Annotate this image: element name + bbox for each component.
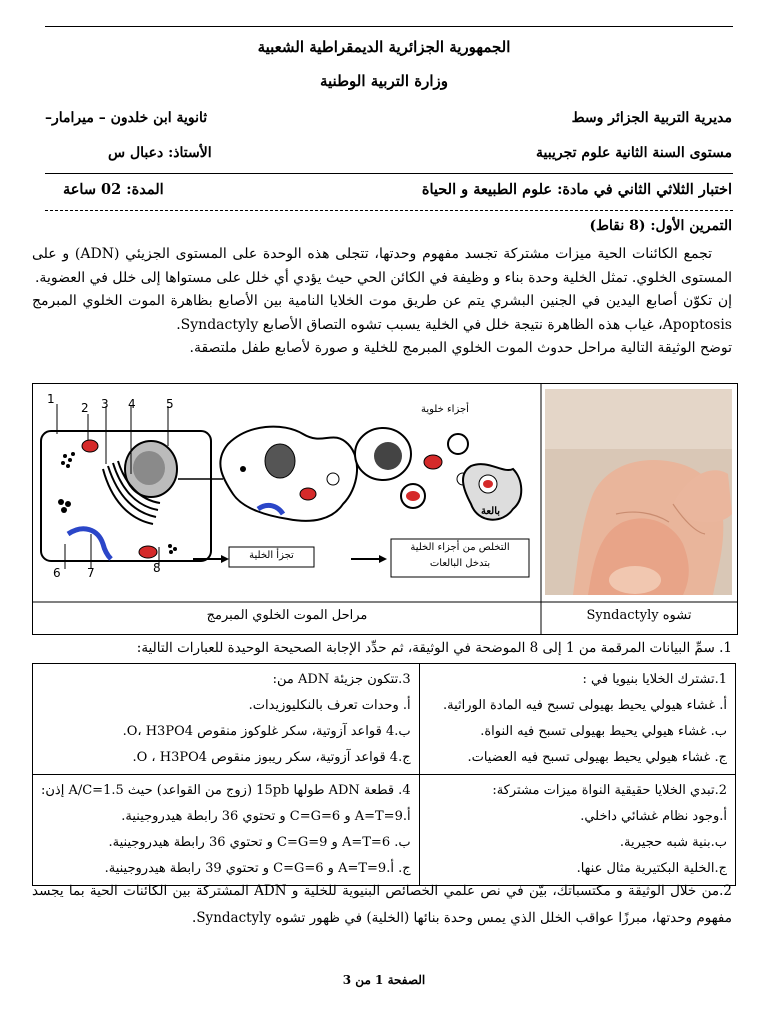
syndactyly-photo bbox=[545, 389, 732, 595]
caption-syndactyly: تشوه Syndactyly bbox=[586, 608, 692, 623]
top-rule bbox=[45, 26, 733, 27]
option-2-c: ج.الخلية البكتيرية مثال عنها. bbox=[576, 861, 727, 876]
page-footer: الصفحة 1 من 3 bbox=[342, 973, 426, 987]
figure-number-8: 8 bbox=[153, 561, 161, 575]
label-engulf-2: بتدخل البالعات bbox=[429, 558, 491, 569]
options-row bbox=[33, 664, 736, 775]
paragraph-unity: تجمع الكائنات الحية ميزات مشتركة تجسد مفهوم وحدتها، تتجلى هذه الوحدة على المستوى الجزيئي (ADN) و على المستوى الخلوي. تمثل الخلية وحدة بناء و وظيفة في الكائن الحي حيث يؤدي أي خلل على مستواها إلى خلل في العضوية. bbox=[32, 246, 732, 286]
caption-stages: مراحل الموت الخلوي المبرمج bbox=[206, 608, 368, 623]
option-group-4 bbox=[33, 775, 420, 886]
figure-number-4: 4 bbox=[128, 397, 136, 411]
level: مستوى السنة الثانية علوم تجريبية bbox=[536, 145, 732, 161]
label-phagocyte: بالعة bbox=[481, 506, 501, 517]
options-row bbox=[33, 775, 736, 886]
label-fragmentation: تجزأ الخلية bbox=[249, 550, 294, 561]
option-3-c: ج.4 قواعد آزوتية، سكر ريبوز منقوص O ، H3PO4. bbox=[132, 750, 411, 765]
ministry-title: وزارة التربية الوطنية bbox=[319, 72, 448, 90]
option-1-c: ج. غشاء هيولي يحيط بهيولى تسبح فيه العضيات. bbox=[467, 750, 727, 765]
paragraph-apoptosis: إن تكوّن أصابع اليدين في الجنين البشري يتم عن طريق موت الخلايا النامية بين الأصابع بظاهرة الموت الخلوي المبرمج Apoptosis، غياب هذه الظاهرة نتيجة خلل في الخلية يسبب تشوه التصاق الأصابع Syndactyly. bbox=[32, 293, 732, 333]
options-table bbox=[32, 663, 736, 886]
label-engulf-1: التخلص من أجزاء الخلية bbox=[410, 542, 510, 553]
label-cell-fragments: أجزاء خلوية bbox=[421, 404, 469, 415]
option-group-2 bbox=[419, 775, 735, 886]
figure-number-7: 7 bbox=[87, 566, 95, 580]
exercise-text bbox=[32, 243, 732, 361]
option-group-1 bbox=[419, 664, 735, 775]
republic-title: الجمهورية الجزائرية الديمقراطية الشعبية bbox=[257, 38, 511, 56]
figure-number-6: 6 bbox=[53, 566, 61, 580]
option-4-c: ج. أ.A=T=9 و C=G=6 و تحتوي 39 رابطة هيدروجينية. bbox=[104, 861, 411, 876]
question-2: 2.من خلال الوثيقة و مكتسباتك، بيّن في نص علمي الخصائص البنيوية للخلية و ADN المشتركة بين الكائنات الحية بما يجسد مفهوم وحدتها، مبرزًا عواقب الخلل الذي يمس وحدة بنائها (الخلية) في ظهور تشوه Syndactyly. bbox=[32, 883, 732, 926]
figure-document bbox=[32, 383, 738, 635]
option-4-b: ب. A=T=6 و C=G=9 و تحتوي 36 رابطة هيدروجينية. bbox=[108, 835, 411, 850]
exam-title: اختبار الثلاثي الثاني في مادة: علوم الطبيعة و الحياة bbox=[421, 181, 732, 198]
option-1-a: أ. غشاء هيولي يحيط بهيولى تسبح فيه المادة الوراثية. bbox=[443, 698, 727, 713]
header-rule bbox=[45, 173, 733, 174]
option-4-stem: 4. قطعة ADN طولها 15pb (زوج من القواعد) حيث A/C=1.5 إذن: bbox=[41, 783, 411, 798]
directorate: مديرية التربية الجزائر وسط bbox=[571, 110, 732, 126]
option-1-stem: 1.تشترك الخلايا بنيويا في : bbox=[582, 672, 727, 687]
teacher: الأستاذ: دعبال س bbox=[108, 145, 212, 161]
apoptotic-bodies bbox=[355, 428, 469, 508]
exam-duration: المدة: 02 ساعة bbox=[63, 181, 164, 198]
option-2-stem: 2.تبدي الخلايا حقيقية النواة ميزات مشتركة: bbox=[492, 783, 727, 798]
figure-drawing bbox=[33, 384, 737, 634]
figure-number-3: 3 bbox=[101, 397, 109, 411]
option-3-a: أ. وحدات تعرف بالنكليوزيدات. bbox=[248, 698, 411, 713]
figure-number-2: 2 bbox=[81, 401, 89, 415]
figure-number-1: 1 bbox=[47, 392, 55, 406]
school-name: ثانوية ابن خلدون – ميرامار– bbox=[45, 110, 208, 126]
title-rule bbox=[45, 210, 733, 211]
question-1: 1. سمِّ البيانات المرقمة من 1 إلى 8 الموضحة في الوثيقة، ثم حدِّد الإجابة الصحيحة الوحيدة للعبارات التالية: bbox=[136, 640, 732, 656]
option-3-stem: 3.تتكون جزيئة ADN من: bbox=[272, 672, 411, 687]
option-1-b: ب. غشاء هيولي يحيط بهيولى تسبح فيه النواة. bbox=[480, 724, 727, 739]
option-2-b: ب.بنية شبه حجيرية. bbox=[619, 835, 727, 850]
option-2-a: أ.وجود نظام غشائي داخلي. bbox=[580, 809, 727, 824]
figure-number-5: 5 bbox=[166, 397, 174, 411]
normal-cell bbox=[41, 431, 211, 561]
option-group-3 bbox=[33, 664, 420, 775]
fragmenting-cell bbox=[220, 427, 357, 521]
option-4-a: أ.A=T=9 و C=G=6 و تحتوي 36 رابطة هيدروجينية. bbox=[121, 809, 411, 824]
exercise-title: التمرين الأول: (8 نقاط) bbox=[589, 218, 732, 234]
option-3-b: ب.4 قواعد آزوتية، سكر غلوكوز منقوص O، H3PO4. bbox=[122, 724, 411, 739]
paragraph-document: توضح الوثيقة التالية مراحل حدوث الموت الخلوي المبرمج للخلية و صورة لأصابع طفل ملتصقة. bbox=[189, 340, 732, 356]
